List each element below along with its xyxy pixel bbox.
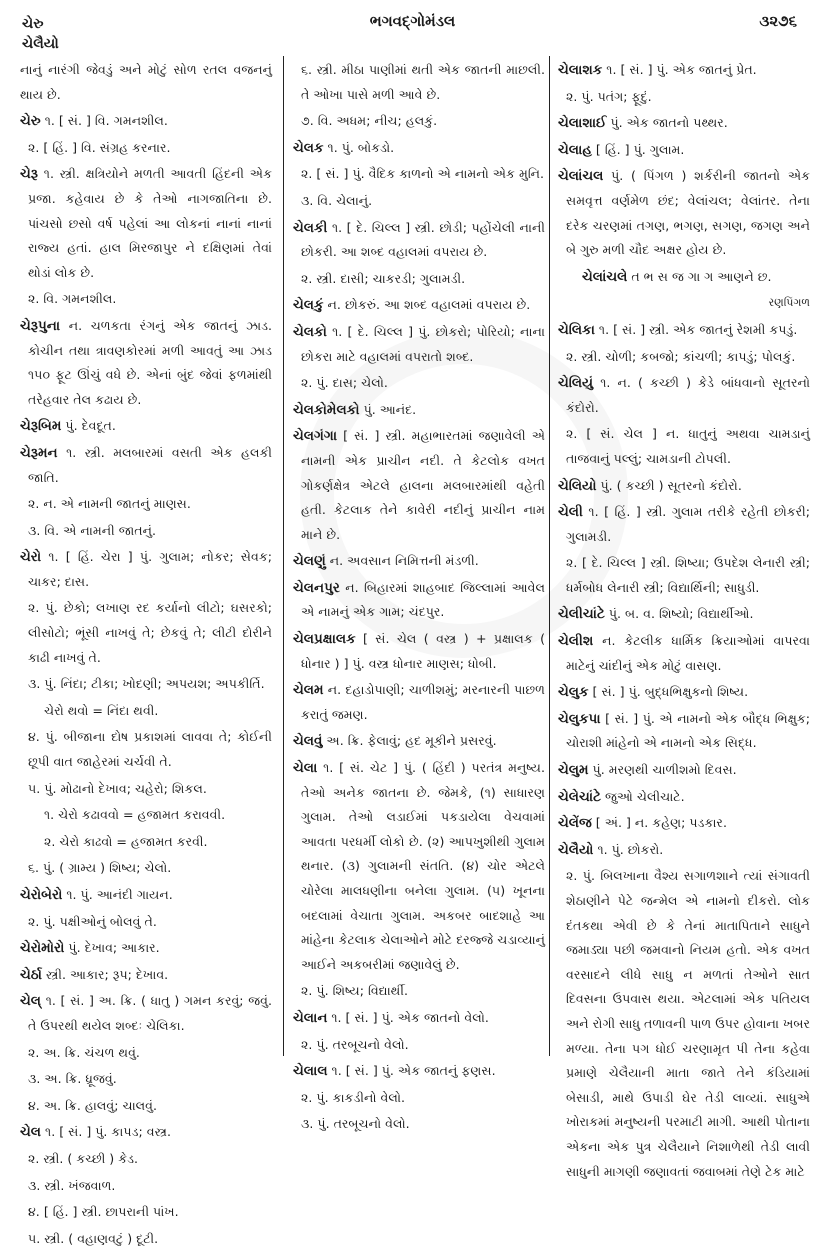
entry-sense [20,596,272,670]
dictionary-entry [558,474,810,499]
definition-text: ૩. વિ. એ નામની જાતનું. [28,522,157,538]
dictionary-entry [20,963,272,988]
headword: ચેલાન [293,1009,328,1026]
definition-text: ૧. [ સં. ] પું. એક જાતનો વેલો. [327,1009,489,1025]
definition-text: ૨. [ સં. ચેલ ] ન. ધાતુનું અથવા ચામડાનું તાજવાનું પલ્લું; ચામડાની ટોપલી. [566,426,810,466]
headword: ચેલકું [293,297,324,314]
entry-sense [293,371,545,396]
dictionary-entry [20,162,272,285]
dictionary-entry [558,371,810,420]
definition-text: ૨. પું. પતંગ; ફૂદું. [566,88,652,104]
headword: ચેલુમ [558,762,589,779]
definition-text: જુઓ ચેલીચાટે. [600,788,685,804]
definition-text: ૪. પું. બીજાના દોષ પ્રકાશમાં લાવવા તે; કોઈની છૂપી વાત જાહેરમાં ચર્ચવી તે. [28,729,272,770]
definition-text: [ અં. ] ન. કહેણ; પડકાર. [591,815,727,831]
definition-text: ૩. સ્ત્રી. ખંજવાળ. [28,1177,116,1193]
entry-sense [293,267,545,292]
entry-sense [20,856,272,881]
headword: ચેલુક [558,684,589,701]
dictionary-entry [20,883,272,908]
headword: ચેલપ્રક્ષાલક [293,631,356,648]
column-3 [558,58,810,1186]
definition-text: ૪. [ હિં. ] સ્ત્રી. છાપરાની પાંખ. [28,1204,179,1220]
headword: ચેલગંગા [293,428,338,445]
usage-example [558,265,810,290]
definition-text: [ હિં. ] પું. ગુલામ. [591,141,685,157]
definition-text: ૧. સ્ત્રી. ક્ષત્રિયોને મળતી આવતી હિંદની એક પ્રજા. કહેવાય છે કે તેઓ નાગજાતિના છે. પાંચસો છસો વર્ષ પહેલાં આ લોકનાં નાનાં નાનાં રાજ્ય હતાં. હાલ મિરજાપુર ને દક્ષિણમાં તેવાં થોડાં લોક છે. [28,166,272,280]
headword: ચેલાંચલે [582,268,628,285]
dictionary-entry [558,602,810,627]
entry-sense [293,1086,545,1111]
headword: ચેલાશક [558,62,603,78]
entry-sense [20,1067,272,1092]
definition-text: ન. અવસાન નિમિત્તની મંડળી. [325,553,479,569]
entry-sense [20,1147,272,1172]
definition-text: ૨. [ સં. ] પું. વૈદિક કાળનો એ નામનો એક મુનિ. [301,166,545,182]
dictionary-entry [293,576,545,625]
dictionary-entry [20,314,272,412]
entry-sense [20,1200,272,1225]
headword: ચેલિયો [558,477,597,494]
dictionary-entry [558,758,810,783]
headword: ચેલનપુર [293,579,340,596]
headword: ચેર્ઠા [20,966,42,983]
headword: ચેરુ [20,113,41,130]
headword: ચેલીશ [558,633,594,650]
dictionary-entry [293,216,545,265]
headword: ચેલીચાંટે [558,606,605,623]
dictionary-entry [20,545,272,594]
definition-text: [ સં. ચેલ ( વસ્ત્ર ) + પ્રક્ષાલક ( ધોનાર ) ] પું. વસ્ત્ર ધોનાર માણસ; ધોબી. [301,631,545,671]
entry-sense [20,1227,272,1252]
page-title: ભગવદ્ગોમંડલ [369,12,456,30]
dictionary-entry [293,293,545,318]
definition-text: નાનું નારંગી જેવડું અને મોટું સોળ રતલ વજનનું થાય છે. [20,62,272,102]
headword: ચેલૈયો [558,841,594,858]
definition-text: ન. ચળકતા રંગનું એક જાતનું ઝાડ. કોચીન તથા ત્રાવણકોરમાં મળી આવતું આ ઝાડ ૧૫૦ ફૂટ ઊંચું વધે છે. એનાં બુંદ જેવાં ફળમાંથી તરેહવાર તેલ કઢાય છે. [28,317,272,407]
headword: ચેલાલ [293,1063,328,1080]
headword: ચેરૂ [20,166,38,183]
definition-text: ૨. પું. છેકો; લખાણ રદ કર્યાનો લીટો; ઘસરકો; લીસોટો; ભૂંસી નાખવું તે; છેકવું તે; લીટી દોરીને કાઢી નાખવું તે. [28,600,272,665]
dictionary-entry [558,164,810,262]
definition-text: ૨. અ. ક્રિ. ચંચળ થવું. [28,1044,140,1060]
definition-text: ૨. પું. કાકડીનો વેલો. [301,1089,406,1105]
definition-text: ૭. વિ. અધમ; નીચ; હલકું. [301,113,438,129]
definition-text: સ્ત્રી. આકાર; રૂપ; દેખાવ. [41,966,169,982]
definition-text: ૧. [ સં. ] અ. ક્રિ. ( ધાતુ ) ગમન કરવું; જવું. તે ઉપરથી થયેલ શબ્દઃ ચેલિકા. [28,993,272,1033]
headword: ચેલાહ [558,141,592,158]
dictionary-entry [293,1006,545,1031]
definition-text: પું. એક જાતનો પથ્થર. [606,115,728,131]
definition-text: પું. દેવદૂત. [61,418,116,434]
definition-text: ૧. [ સં. ] વિ. ગમનશીલ. [40,113,168,129]
headword: ચેલણું [293,553,326,570]
definition-text: ૨. ન. એ નામની જાતનું માણસ. [28,496,191,512]
dictionary-entry [293,398,545,423]
definition-text: ૩. પું. નિંદા; ટીકા; ખોદણી; અપયશ; અપકીર્તિ. [28,676,265,692]
definition-text: ૨. પું. પક્ષીઓનું બોલવું તે. [28,913,157,929]
definition-text: [ સં. ] સ્ત્રી. મહાભારતમાં જણાવેલી એ નામની એક પ્રાચીન નદી. તે કેટલોક વખત ગોકર્ણક્ષેત્ર એટલે હાલના મલબારમાંથી વહેતી હતી. કેટલાક તેને કાવેરી નદીનું પ્રાચીન નામ માને છે. [301,428,545,542]
definition-text: પું. આનંદ. [359,401,417,417]
definition-text: પું. ( પિંગળ ) શર્કરીની જાતનો એક સમવૃત્ત વર્ણમેળ છંદ; વેલાંચલ; વેલાંતર. તેના દરેક ચરણમાં તગણ, ભગણ, સગણ, જગણ અને બે ગુરુ મળી ચૌદ અક્ષર હોય છે. [566,168,810,258]
dictionary-entry [20,441,272,490]
headword: ચેરો [20,549,42,566]
definition-text: ૩. અ. ક્રિ. ધ્રૂજવું. [28,1071,117,1087]
dictionary-entry [293,320,545,369]
headword: ચેલકી [293,219,328,236]
entry-sense [20,287,272,312]
definition-text: ૬. પું. ( ગ્રામ્ય ) શિષ્ય; ચેલો. [28,860,172,876]
definition-text: ચેરો થવો = નિંદા થવી. [44,702,159,718]
entry-continuation [20,58,272,107]
definition-text: ન. દહાડોપાણી; ચાળીશમું; મરનારની પાછળ કરાતું જમણ. [301,682,545,722]
dictionary-entry [293,136,545,161]
definition-text: ૧. ન. ( કચ્છી ) કેડે બાંધવાનો સૂતરનો કંદોરો. [566,375,810,415]
definition-text: ૨. સ્ત્રી. ચોળી; કબજો; કાંચળી; કાપડું; પોલકું. [566,348,796,364]
headword: ચેરોમોરો [20,940,65,957]
dictionary-entry [558,138,810,163]
definition-text: ૧. પું. આનંદી ગાયન. [62,887,173,902]
definition-text: ૪. અ. ક્રિ. હાલવું; ચાલવું. [28,1097,158,1113]
headword: ચેલિકા [558,321,595,338]
headword: ચેલ [20,1124,42,1141]
column-divider [283,56,284,1056]
definition-text: ૧. પું. છોકરો. [593,841,664,857]
dictionary-entry [293,729,545,754]
definition-text: ૧. [ સં. ચેટ ] પું. ( હિંદી ) પરતંત્ર મનુષ્ય. તેઓ અનેક જાતના છે. જેમકે, (૧) સાધારણ ગુલામ. તેઓ લડાઈમાં પકડાયેલા વેચવામાં આવતા પરધર્મી લોકો છે. (૨) આપખુશીથી ગુલામ થનાર. (૩) ગુલામની સંતતિ. (૪) ચોર એટલે ચોરેલા માલધણીના બનેલા ગુલામ. (૫) ખૂનના બદલામાં વેચાતા ગુલામ. અકબર બાદશાહે આ માંહેના કેટલાક ચેલાઓને મોટે દરજ્જે ચડાવ્યાનું આઈને અકબરીમાં જણાવેલું છે. [301,760,545,972]
definition-text: પું. બ. વ. શિષ્યો; વિદ્યાર્થીઓ. [604,606,754,622]
dictionary-entry [558,707,810,756]
definition-text: ૧. [ દે. ચિલ્લ ] સ્ત્રી. છોડી; પહોંચેલી નાની છોકરી. આ શબ્દ વહાલમાં વપરાય છે. [301,219,545,260]
definition-text: અ. ક્રિ. ફેલાવું; હદ મૂકીને પ્રસરવું. [322,733,497,749]
dictionary-entry [558,680,810,705]
definition-text: ૧. ચેરો કઢાવવો = હજામત કરાવવી. [44,807,226,823]
entry-sense [558,345,810,370]
definition-text: ૧. પું. બોકડો. [323,139,395,155]
definition-text: ૨. પું. બિલખાના વૈશ્ય સગાળશાને ત્યાં સંગાવતી શેઠાણીને પેટે જન્મેલ એ નામનો દીકરો. લોક દંતકથા એવી છે કે તેનાં માતાપિતાને સાધુને જમાડ્યા પછી જમવાનો નિયમ હતો. એક વખત વરસાદને લીધે સાધુ ન મળતાં તેઓને સાત દિવસના ઉપવાસ થયા. એટલામાં એક પતિયલ અને રોગી સાધુ તળાવની પાળ ઉપર હોવાના ખબર મળ્યા. તેના પગ ધોઈ ચરણામૃત પી તેના કહેવા પ્રમાણે ચેલૈયાની માતા જાતે તેને કંડિયામાં બેસાડી, માથે ઉપાડી ઘેર તેડી લાવ્યાં. સાધુએ ખોરાકમાં મનુષ્યની પરમાટી માગી. આથી પોતાના એકના એક પુત્ર ચેલૈયાને નિશાળેથી તેડી લાવી સાધુની માગણી જણાવતાં જવાબમાં તેણે ટેક માટે [566,868,810,1179]
definition-text: ૧. [ સં. ] સ્ત્રી. એક જાતનું રેશમી કપડું. [594,321,798,337]
definition-text: ૧. [ સં. ] પું. કાપડ; વસ્ત્ર. [41,1124,171,1140]
guide-word-first: ચેરુ [22,16,44,32]
definition-text: ૧. [ હિં. ] સ્ત્રી. ગુલામ તરીકે રહેતી છોકરી; ગુલામડી. [566,504,810,544]
headword: ચેલુકપા [558,710,601,727]
headword: ચેલી [558,504,583,521]
dictionary-entry [293,424,545,547]
definition-text: ૧. [ હિં. ચેરા ] પું. ગુલામ; નોકર; સેવક; ચાકર; દાસ. [28,549,272,589]
headword: ચેલાંચલ [558,168,604,185]
definition-text: ૩. વિ. ચેલાનું. [301,192,373,208]
definition-text: ૨. [ દે. ચિલ્લ ] સ્ત્રી. શિષ્યા; ઉપદેશ લેનારી સ્ત્રી; ધર્મબોધ લેનારી સ્ત્રી; વિદ્યાર્થિની; સાધુડી. [566,555,810,595]
definition-text: ૫. સ્ત્રી. ( વહાણવટું ) દૂટી. [28,1230,159,1246]
entry-sense [20,1174,272,1199]
headword: ચેરોબેરો [20,887,63,903]
dictionary-entry [558,838,810,863]
definition-text: [ સં. ] પું. એ નામનો એક બૌદ્ધ ભિક્ષુક; ચોરાશી માંહેનો એ નામનો એક સિદ્ધ. [566,710,810,751]
definition-text: ૬. સ્ત્રી. મીઠા પાણીમાં થતી એક જાતની માછલી. તે ઓખા પાસે મળી આવે છે. [301,62,545,102]
entry-sense [20,910,272,935]
usage-example [20,830,272,855]
headword: ચેરૂબિમ [20,418,62,435]
entry-sense [20,136,272,161]
definition-text: ૨. સ્ત્રી. દાસી; ચાકરડી; ગુલામડી. [301,270,466,286]
column-1 [20,58,272,1253]
dictionary-entry [558,500,810,549]
dictionary-entry [20,989,272,1038]
definition-text: ૨. વિ. ગમનશીલ. [28,291,117,307]
entry-sense [20,672,272,697]
definition-text: ૨. પું. શિષ્ય; વિદ્યાર્થી. [301,983,408,999]
definition-text: ન. બિહારમાં શાહબાદ જિલ્લામાં આવેલ એ નામનું એક ગામ; ચંદપુર. [301,579,545,620]
dictionary-entry [293,678,545,727]
headword: ચેરૂમન [20,444,58,461]
entry-sense [293,109,545,134]
definition-text: ૧. સ્ત્રી. મલબારમાં વસતી એક હલકી જાતિ. [28,444,272,485]
page-number: ૩૨૭૬ [759,12,797,30]
definition-text: ત ભ સ જ ગા ગ આણને છ. [627,268,772,284]
column-divider [549,56,550,1056]
definition-text: રણપિંગળ [768,296,810,310]
definition-text: ન. કેટલીક ધાર્મિક ક્રિયાઓમાં વાપરવા માટેનું ચાંદીનું એક મોટું વાસણ. [566,633,810,673]
dictionary-entry [20,109,272,134]
entry-sense [20,492,272,517]
dictionary-entry [20,936,272,961]
entry-sense [558,85,810,110]
headword: ચેલાશાઈ [558,115,607,132]
dictionary-entry [558,629,810,678]
entry-sense [20,725,272,774]
entry-sense [558,864,810,1184]
definition-text: પું. ( કચ્છી ) સૂતરનો કંદોરો. [596,477,742,493]
entry-sense [558,422,810,471]
headword: ચેલક [293,139,324,156]
headword: ચેલકો [293,323,327,340]
dictionary-entry [558,785,810,810]
headword: ચેલેચાંટે [558,788,601,805]
headword: ચેલા [293,760,318,777]
headword: ચેલેંજ [558,815,592,832]
headword: ચેરૂપુના [20,317,61,334]
usage-example [20,699,272,724]
entry-sense [293,979,545,1004]
entry-sense [293,1033,545,1058]
definition-text: ૧. [ સં. ] પું. એક જાતનું પ્રેત. [602,62,757,77]
dictionary-entry [293,1059,545,1084]
definition-text: ૧. [ સં. ] પું. એક જાતનું ફણસ. [327,1063,496,1079]
definition-text: ૨. સ્ત્રી. ( કચ્છી ) કેડ. [28,1150,139,1166]
dictionary-entry [558,58,810,83]
definition-text: ૫. પું. મોઢાનો દેખાવ; ચહેરો; શિકલ. [28,780,207,796]
definition-text: ૧. [ દે. ચિલ્લ ] પું. છોકરો; પોરિયો; નાના છોકરા માટે વહાલમાં વપરાતો શબ્દ. [301,323,545,364]
guide-word-last: ચેલૈયો [22,36,59,52]
dictionary-entry [293,756,545,977]
entry-sense [20,1094,272,1119]
entry-sense [20,1041,272,1066]
dictionary-entry [558,318,810,343]
dictionary-entry [293,549,545,574]
headword: ચેલકોમેલકો [293,401,360,418]
entry-sense [293,162,545,187]
definition-text: ન. છોકરું. આ શબ્દ વહાલમાં વપરાય છે. [323,297,531,313]
entry-sense [20,519,272,544]
usage-example [20,803,272,828]
headword: ચેલ્ [20,993,42,1010]
entry-sense [293,1112,545,1137]
definition-text: પું. મરણથી ચાળીશમો દિવસ. [588,762,737,778]
dictionary-entry [20,1120,272,1145]
definition-text: ૨. પું. દાસ; ચેલો. [301,375,388,391]
entry-sense [558,551,810,600]
column-2 [293,58,545,1139]
dictionary-entry [20,414,272,439]
definition-text: ૨. [ હિં. ] વિ. સંગ્રહ કરનાર. [28,139,171,155]
definition-text: પું. દેખાવ; આકાર. [64,940,160,956]
headword: ચેલવું [293,733,323,750]
entry-sense [293,58,545,107]
dictionary-entry [293,627,545,676]
entry-sense [293,189,545,214]
headword: ચેલમ [293,682,324,699]
definition-text: ૨. પું. તરબૂચનો વેલો. [301,1036,409,1052]
source-citation [558,291,810,316]
definition-text: ૩. પું. તરબૂચનો વેલો. [301,1116,410,1132]
dictionary-entry [558,111,810,136]
dictionary-entry [558,811,810,836]
entry-sense [20,777,272,802]
definition-text: ૨. ચેરો કાઢવો = હજામત કરવી. [44,833,208,849]
headword: ચેલિયું [558,375,594,392]
definition-text: [ સં. ] પું. બુદ્ધભિક્ષુકનો શિષ્ય. [588,684,749,700]
